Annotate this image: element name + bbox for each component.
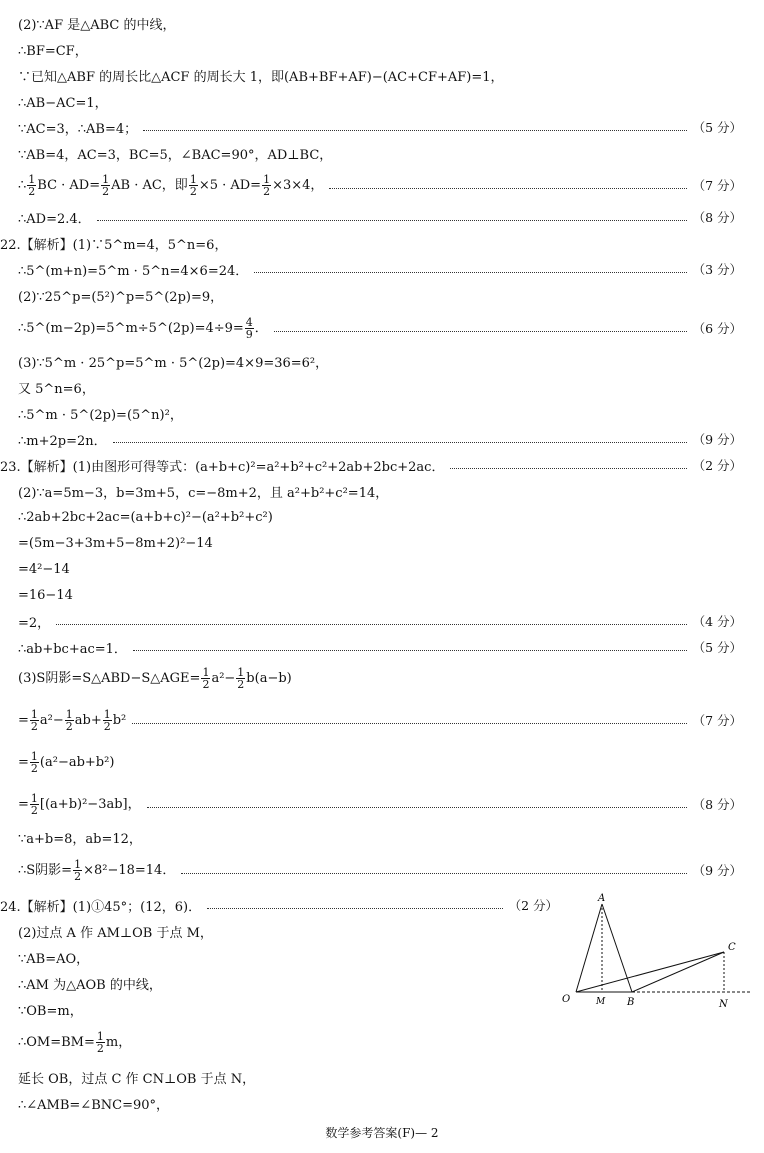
leader-dots	[450, 467, 686, 469]
segment-BC	[632, 952, 724, 992]
answer-line	[0, 90, 742, 112]
label-C: C	[728, 942, 736, 953]
answer-line	[0, 706, 742, 734]
leader-dots	[181, 872, 686, 874]
segment-OC	[576, 952, 724, 992]
score-label: （9 分）	[692, 432, 742, 447]
answer-line	[0, 1092, 558, 1114]
geometry-figure	[556, 892, 756, 1014]
leader-dots	[97, 219, 687, 221]
answer-line	[0, 480, 742, 502]
line-text: ∴5^(m+n)=5^m · 5^n=4×6=24．	[18, 263, 249, 279]
answer-line	[0, 172, 742, 198]
answer-line	[0, 506, 742, 528]
fraction: $\frac{1}{2}$	[102, 172, 110, 198]
leader-dots	[254, 271, 686, 273]
fraction: $\frac{1}{2}$	[30, 749, 38, 775]
page-footer: 数学参考答案(F)— 2	[325, 1126, 439, 1140]
answer-line	[0, 454, 742, 476]
line-text: =16−14	[18, 587, 73, 603]
answer-line	[0, 258, 742, 280]
score-label: （5 分）	[692, 640, 742, 655]
line-text: ∴AM 为△AOB 的中线，	[18, 977, 162, 993]
fraction: $\frac{1}{2}$	[74, 857, 82, 883]
label-N: N	[719, 999, 728, 1010]
formula-text: = $\frac{1}{2}$ a²− $\frac{1}{2}$ ab+ $\frac{1}{2}$ b²	[18, 707, 127, 733]
line-text: 又 5^n=6，	[18, 381, 95, 397]
answer-line	[0, 972, 558, 994]
answer-line	[0, 920, 558, 942]
label-M: M	[596, 997, 606, 1007]
score-label: （7 分）	[692, 713, 742, 728]
answer-line	[0, 748, 742, 776]
score-label: （7 分）	[692, 178, 742, 193]
score-label: （4 分）	[692, 614, 742, 629]
line-text: =4²−14	[18, 561, 70, 577]
answer-line	[0, 402, 742, 424]
fraction: $\frac{1}{2}$	[28, 172, 36, 198]
answer-line	[0, 584, 742, 606]
formula-text: = $\frac{1}{2}$ (a²−ab+b²)	[18, 749, 115, 775]
answer-line	[0, 12, 742, 34]
label-O: O	[562, 994, 571, 1005]
fraction: $\frac{1}{2}$	[202, 665, 210, 691]
line-text: ∴ab+bc+ac=1．	[18, 641, 127, 657]
line-text: ∵a+b=8，ab=12，	[18, 831, 142, 847]
line-text: ∴BF=CF，	[18, 43, 88, 59]
formula-text: = $\frac{1}{2}$ [(a+b)²−3ab]，	[18, 791, 141, 817]
answer-line	[0, 1066, 558, 1088]
answer-line	[0, 350, 742, 372]
answer-line	[0, 894, 558, 916]
line-text: ∴m+2p=2n．	[18, 433, 107, 449]
answer-line	[0, 314, 742, 342]
score-label: （5 分）	[692, 120, 742, 135]
leader-dots	[132, 722, 686, 724]
fraction: $\frac{1}{2}$	[96, 1029, 104, 1055]
score-label: （8 分）	[692, 797, 742, 812]
answer-line	[0, 142, 742, 164]
fraction: $\frac{1}{2}$	[65, 707, 73, 733]
answer-line	[0, 428, 742, 450]
answer-line	[0, 664, 742, 692]
answer-line	[0, 998, 558, 1020]
answer-line	[0, 790, 742, 818]
score-label: （2 分）	[508, 898, 558, 913]
segment-OA	[576, 904, 602, 992]
answer-line	[0, 826, 742, 848]
line-text: ∴2ab+2bc+2ac=(a+b+c)²−(a²+b²+c²)	[18, 509, 273, 525]
answer-line	[0, 232, 742, 254]
leader-dots	[133, 649, 687, 651]
label-B: B	[627, 997, 635, 1008]
line-text: ∵AB=AO，	[18, 951, 90, 967]
leader-dots	[274, 330, 687, 332]
line-text: (2)过点 A 作 AM⊥OB 于点 M，	[18, 925, 213, 941]
answer-line	[0, 532, 742, 554]
score-label: （3 分）	[692, 262, 742, 277]
line-text: ∴AB−AC=1，	[18, 95, 108, 111]
formula-text: ∴ $\frac{1}{2}$ BC · AD= $\frac{1}{2}$ AB · AC，即 $\frac{1}{2}$ ×5 · AD= $\frac{1}{2}$ ×3×4，	[18, 172, 324, 198]
answer-line	[0, 206, 742, 228]
line-text: ∵已知△ABF 的周长比△ACF 的周长大 1，即(AB+BF+AF)−(AC+CF+AF)=1，	[18, 69, 504, 85]
line-text: 延长 OB，过点 C 作 CN⊥OB 于点 N，	[18, 1071, 256, 1087]
fraction: $\frac{1}{2}$	[30, 791, 38, 817]
fraction: $\frac{1}{2}$	[263, 172, 271, 198]
line-text: 22.【解析】(1)∵5^m=4，5^n=6，	[0, 237, 228, 253]
leader-dots	[207, 907, 502, 909]
line-text: 23.【解析】(1)由图形可得等式：(a+b+c)²=a²+b²+c²+2ab+2bc+2ac．	[0, 459, 445, 475]
line-text: ∴AD=2.4．	[18, 211, 91, 227]
line-text: ∵AB=4，AC=3，BC=5，∠BAC=90°，AD⊥BC，	[18, 147, 333, 163]
leader-dots	[329, 187, 686, 189]
formula-text: (3)S阴影=S△ABD−S△AGE= $\frac{1}{2}$ a²− $\frac{1}{2}$ b(a−b)	[18, 665, 292, 691]
answer-line	[0, 38, 742, 60]
label-A: A	[598, 893, 606, 904]
fraction: $\frac{1}{2}$	[103, 707, 111, 733]
answer-line	[0, 946, 558, 968]
score-label: （6 分）	[692, 321, 742, 336]
line-text: (2)∵25^p=(5²)^p=5^(2p)=9，	[18, 289, 224, 305]
answer-line	[0, 64, 742, 86]
answer-line	[0, 1028, 558, 1056]
answer-line	[0, 116, 742, 138]
score-label: （2 分）	[692, 458, 742, 473]
formula-text: ∴S阴影= $\frac{1}{2}$ ×8²−18=14．	[18, 857, 176, 883]
leader-dots	[113, 441, 687, 443]
line-text: ∴5^m · 5^(2p)=(5^n)²，	[18, 407, 183, 423]
leader-dots	[147, 806, 687, 808]
line-text: (3)∵5^m · 25^p=5^m · 5^(2p)=4×9=36=6²，	[18, 355, 329, 371]
leader-dots	[56, 623, 686, 625]
answer-line	[0, 636, 742, 658]
answer-line	[0, 376, 742, 398]
line-text: ∵OB=m，	[18, 1003, 83, 1019]
fraction: $\frac{1}{2}$	[30, 707, 38, 733]
line-text: ∵AC=3，∴AB=4；	[18, 121, 138, 137]
answer-line	[0, 558, 742, 580]
score-label: （9 分）	[692, 863, 742, 878]
answer-line	[0, 610, 742, 632]
segment-AB	[602, 904, 632, 992]
fraction: $\frac{1}{2}$	[237, 665, 245, 691]
line-text: ∴∠AMB=∠BNC=90°，	[18, 1097, 170, 1113]
score-label: （8 分）	[692, 210, 742, 225]
answer-line	[0, 856, 742, 884]
line-text: 24.【解析】(1)①45°；(12，6)．	[0, 899, 202, 915]
fraction: $\frac{4}{9}$	[245, 315, 253, 341]
formula-text: ∴OM=BM= $\frac{1}{2}$ m，	[18, 1029, 132, 1055]
line-text: (2)∵a=5m−3，b=3m+5，c=−8m+2，且 a²+b²+c²=14，	[18, 485, 389, 501]
leader-dots	[143, 129, 686, 131]
line-text: (2)∵AF 是△ABC 的中线，	[18, 17, 176, 33]
fraction: $\frac{1}{2}$	[189, 172, 197, 198]
answer-line	[0, 284, 742, 306]
line-text: =2，	[18, 615, 51, 631]
line-text: =(5m−3+3m+5−8m+2)²−14	[18, 535, 213, 551]
formula-text: ∴5^(m−2p)=5^m÷5^(2p)=4÷9= $\frac{4}{9}$ ．	[18, 315, 268, 341]
